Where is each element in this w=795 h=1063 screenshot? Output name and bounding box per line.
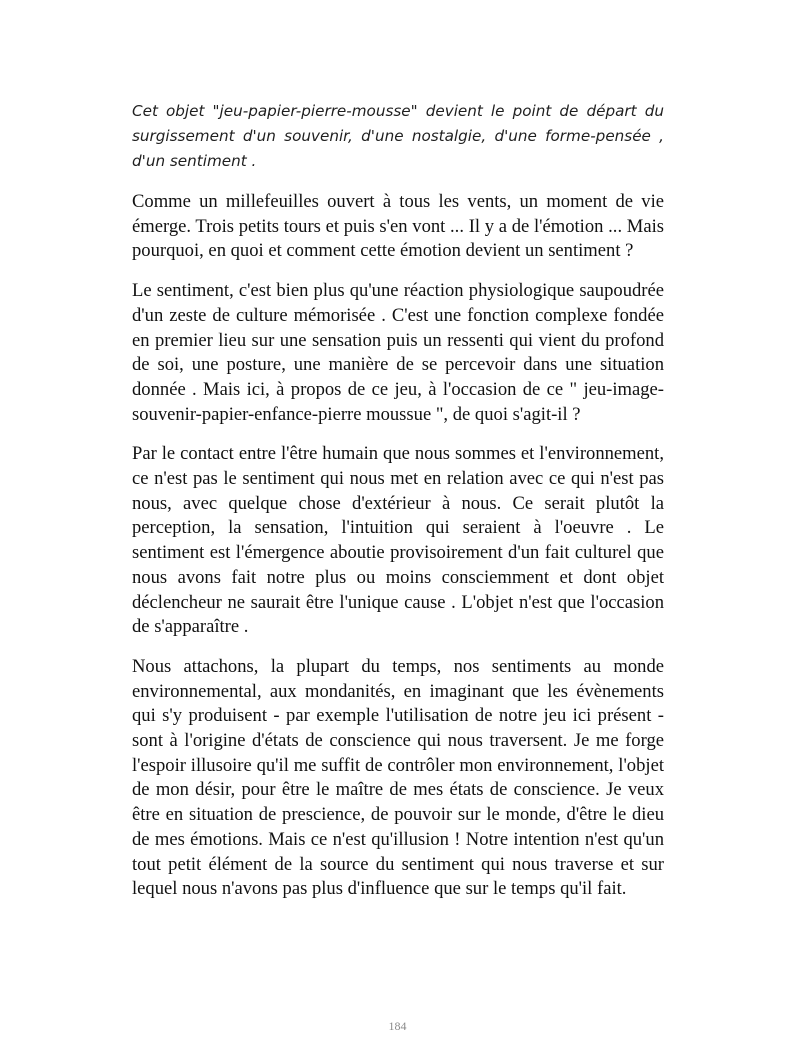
- text-body: [132, 99, 664, 917]
- intro-paragraph: Cet objet "jeu-papier-pierre-mousse" devient le point de départ du surgissement d'un souvenir, d'une nostalgie, d'une forme-pensée , d'un sentiment .: [132, 102, 664, 170]
- paragraph-2: Le sentiment, c'est bien plus qu'une réaction physiologique saupoudrée d'un zeste de culture mémorisée . C'est une fonction complexe fondée en premier lieu sur une sensation puis un ressenti qui vient du profond de soi, une posture, une manière de se percevoir dans une situation donnée . Mais ici, à propos de ce jeu, à l'occasion de ce " jeu-image-souvenir-papier-enfance-pierre moussue ", de quoi s'agit-il ?: [132, 280, 664, 425]
- paragraph-1: Comme un millefeuilles ouvert à tous les vents, un moment de vie émerge. Trois petits tours et puis s'en vont ... Il y a de l'émotion ... Mais pourquoi, en quoi et comment cette émotion devient un sentiment ?: [132, 191, 664, 262]
- page-number: 184: [388, 1019, 407, 1033]
- paragraph-4: Nous attachons, la plupart du temps, nos sentiments au monde environnemental, aux mondanités, en imaginant que les évènements qui s'y produisent - par exemple l'utilisation de notre jeu ici présent - sont à l'origine d'états de conscience qui nous traversent. Je me forge l'espoir illusoire qu'il me suffit de contrôler mon environnement, l'objet de mon désir, pour être le maître de mes états de conscience. Je veux être en situation de prescience, de pouvoir sur le monde, d'être le dieu de mes émotions. Mais ce n'est qu'illusion ! Notre intention n'est qu'un tout petit élément de la source du sentiment qui nous traverse et sur lequel nous n'avons pas plus d'influence que sur le temps qu'il fait.: [132, 655, 664, 900]
- paragraph-3: Par le contact entre l'être humain que nous sommes et l'environnement, ce n'est pas le sentiment qui nous met en relation avec ce qui n'est pas nous, avec quelque chose d'extérieur à nous. Ce serait plutôt la perception, la sensation, l'intuition qui seraient à l'oeuvre . Le sentiment est l'émergence aboutie provisoirement d'un fait culturel que nous avons fait notre plus ou moins consciemment et dont objet déclencheur ne saurait être l'unique cause . L'objet n'est que l'occasion de s'apparaître .: [132, 443, 664, 638]
